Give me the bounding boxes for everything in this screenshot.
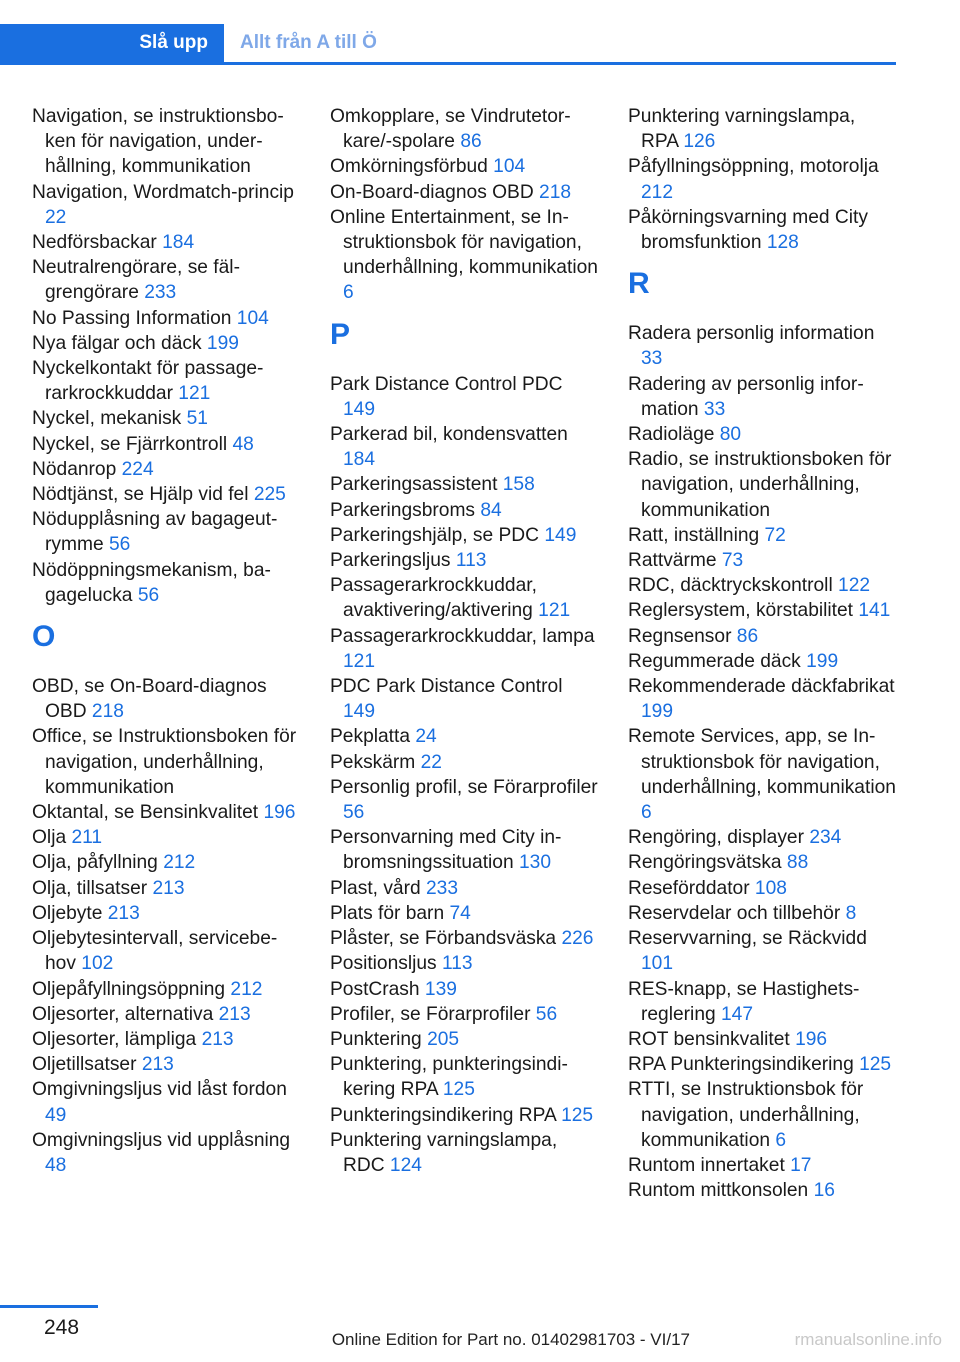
index-entry-text: Oljebytesintervall, servicebehov	[32, 928, 278, 975]
page-reference-link[interactable]: 211	[71, 827, 103, 849]
tab-allt-fran-a-till-o[interactable]: Allt från A till Ö	[240, 32, 377, 53]
page-reference-link[interactable]: 149	[343, 701, 376, 723]
index-entry-text: Pekskärm	[330, 751, 421, 773]
index-entry-text: Reglersystem, körstabilitet	[628, 600, 859, 622]
index-entry	[32, 457, 300, 482]
page-reference-link[interactable]: 184	[162, 232, 195, 254]
index-entry	[628, 598, 896, 623]
index-entry	[628, 548, 896, 573]
index-entry	[628, 850, 896, 875]
index-entry-text: Oljesorter, alternativa	[32, 1003, 219, 1025]
index-entry-text: Radering av personlig information	[628, 373, 864, 420]
index-entry-text: Punktering, punkteringsindikering RPA	[330, 1054, 568, 1101]
index-entry-text: Neutralrengörare, se fälgrengörare	[32, 257, 240, 304]
index-entry-text: Påfyllningsöppning, motorolja	[628, 156, 879, 178]
index-entry-text: Positionsljus	[330, 953, 442, 975]
index-entry-text: Navigation, se instruktionsboken för navigation, underhållning, kommunikation	[32, 106, 284, 178]
index-entry	[32, 926, 300, 976]
page-reference-link[interactable]: 125	[859, 1054, 892, 1076]
index-entry-text: Nödöppningsmekanism, bagagelucka	[32, 559, 271, 606]
page-reference-link[interactable]: 113	[455, 550, 487, 572]
index-entry-text: Parkeringshjälp, se PDC	[330, 524, 545, 546]
index-entry	[330, 180, 598, 205]
index-entry-text: Regummerade däck	[628, 650, 807, 672]
page-reference-link[interactable]: 22	[45, 206, 67, 228]
index-entry-text: Nödanrop	[32, 458, 122, 480]
page-reference-link[interactable]: 233	[144, 282, 177, 304]
index-entry	[330, 422, 598, 472]
index-entry-text: RES-knapp, se Hastighetsreglering	[628, 978, 860, 1025]
index-entry	[628, 1052, 896, 1077]
page-reference-link[interactable]: 86	[460, 131, 482, 153]
page-reference-link[interactable]: 104	[236, 307, 269, 329]
index-entry	[32, 180, 300, 230]
index-entry	[330, 951, 598, 976]
page-reference-link[interactable]: 80	[719, 424, 742, 446]
index-entry	[32, 1002, 300, 1027]
index-entry	[330, 901, 598, 926]
index-entry	[330, 498, 598, 523]
page-reference-link[interactable]: 108	[754, 877, 787, 899]
index-entry	[32, 1077, 300, 1127]
index-entry-text: Profiler, se Förarprofiler	[330, 1003, 536, 1025]
index-entry-text: Radio, se instruktionsboken för navigation, underhållning, kommunikation	[628, 449, 892, 521]
index-letter-heading: O	[32, 620, 56, 654]
index-entry-text: Rengöring, displayer	[628, 827, 810, 849]
index-entry-text: Nya fälgar och däck	[32, 332, 207, 354]
page-reference-link[interactable]: 213	[107, 902, 140, 924]
page-reference-link[interactable]: 6	[641, 802, 652, 824]
index-entry	[628, 573, 896, 598]
index-entry-text: Reservdelar och tillbehör	[628, 902, 846, 924]
page-reference-link[interactable]: 72	[764, 524, 786, 546]
page-reference-link[interactable]: 121	[178, 383, 211, 405]
page-reference-link[interactable]: 234	[809, 827, 842, 849]
index-entry	[32, 230, 300, 255]
index-entry	[330, 205, 598, 306]
page-reference-link[interactable]: 147	[721, 1003, 754, 1025]
index-entry	[628, 977, 896, 1027]
index-entry-text: OBD, se On-Board-diagnos OBD	[32, 676, 267, 723]
index-entry	[330, 104, 598, 154]
section-tabs	[0, 24, 896, 65]
index-entry	[628, 825, 896, 850]
page-reference-link[interactable]: 24	[415, 726, 437, 748]
index-entry	[628, 901, 896, 926]
index-entry-text: Olja	[32, 827, 72, 849]
page-reference-link[interactable]: 196	[795, 1028, 828, 1050]
page-reference-link[interactable]: 122	[838, 575, 871, 597]
page-reference-link[interactable]: 141	[858, 600, 891, 622]
index-entry	[628, 926, 896, 976]
page-reference-link[interactable]: 74	[449, 902, 471, 924]
index-entry	[32, 306, 300, 331]
page-reference-link[interactable]: 33	[703, 398, 726, 420]
page-reference-link[interactable]: 84	[480, 499, 502, 521]
page-reference-link[interactable]: 218	[539, 181, 572, 203]
watermark: rmanualsonline.info	[794, 1330, 942, 1349]
index-entry	[330, 775, 598, 825]
index-entry	[32, 1128, 300, 1178]
index-entry-text: Olja, tillsatser	[32, 877, 153, 899]
index-entry	[32, 255, 300, 305]
index-entry	[32, 674, 300, 724]
index-entry-text: Nödtjänst, se Hjälp vid fel	[32, 484, 254, 506]
index-entry-text: PDC Park Distance Control	[330, 676, 563, 698]
index-entry	[330, 724, 598, 749]
footer-rule	[0, 1305, 98, 1308]
page-reference-link[interactable]: 16	[813, 1180, 835, 1202]
index-entry-text: Runtom mittkonsolen	[628, 1180, 814, 1202]
page-reference-link[interactable]: 158	[502, 474, 535, 496]
index-entry	[330, 624, 598, 674]
index-entry	[330, 1002, 598, 1027]
index-entry-text: Påkörningsvarning med City bromsfunktion	[628, 206, 868, 254]
index-entry	[32, 1052, 300, 1077]
index-entry	[628, 422, 896, 447]
index-entry	[330, 548, 598, 573]
index-entry	[32, 825, 300, 850]
page-reference-link[interactable]: 224	[121, 458, 154, 480]
page-reference-link[interactable]: 212	[163, 852, 196, 874]
page-reference-link[interactable]: 124	[389, 1154, 422, 1176]
index-entry	[330, 876, 598, 901]
index-entry	[330, 825, 598, 875]
index-entry	[330, 154, 598, 179]
page-reference-link[interactable]: 125	[561, 1104, 594, 1126]
index-entry-text: Regnsensor	[628, 625, 737, 647]
index-entry	[32, 876, 300, 901]
index-entry	[32, 724, 300, 800]
index-entry-text: Personlig profil, se Förarprofiler	[330, 776, 598, 798]
index-entry-text: Oljebyte	[32, 902, 108, 924]
index-entry-text: Park Distance Control PDC	[330, 373, 563, 395]
index-entry	[32, 432, 300, 457]
page-reference-link[interactable]: 205	[427, 1028, 460, 1050]
page-reference-link[interactable]: 6	[343, 282, 354, 304]
page-reference-link[interactable]: 213	[152, 877, 185, 899]
index-entry	[330, 372, 598, 422]
index-entry-text: Rekommenderade däckfabrikat	[628, 676, 895, 698]
index-entry	[628, 624, 896, 649]
index-entry	[330, 523, 598, 548]
index-entry-text: Navigation, Wordmatch-princip	[32, 181, 294, 203]
index-entry-text: Olja, påfyllning	[32, 852, 164, 874]
page-reference-link[interactable]: 8	[845, 902, 857, 924]
index-entry-text: Nyckel, se Fjärrkontroll	[32, 433, 233, 455]
index-entry	[32, 977, 300, 1002]
index-entry	[628, 1178, 896, 1203]
index-entry	[330, 977, 598, 1002]
page-reference-link[interactable]: 102	[81, 953, 114, 975]
index-entry-text: Punktering varningslampa, RDC	[330, 1129, 558, 1176]
index-letter-heading: R	[628, 267, 650, 301]
page-reference-link[interactable]: 233	[425, 877, 458, 899]
index-entry	[628, 205, 896, 255]
index-entry	[628, 523, 896, 548]
index-entry-text: Oktantal, se Bensinkvalitet	[32, 802, 264, 824]
index-entry-text: Parkerad bil, kondensvatten	[330, 424, 568, 446]
index-entry	[32, 482, 300, 507]
index-entry-text: Nyckel, mekanisk	[32, 408, 187, 430]
page-reference-link[interactable]: 128	[766, 232, 799, 254]
page-reference-link[interactable]: 6	[775, 1129, 787, 1151]
page-reference-link[interactable]: 56	[343, 802, 365, 824]
index-entry-text: PostCrash	[330, 978, 425, 1000]
index-entry	[32, 104, 300, 180]
page-reference-link[interactable]: 101	[641, 953, 674, 975]
index-entry-text: No Passing Information	[32, 307, 237, 329]
page-reference-link[interactable]: 121	[538, 600, 571, 622]
index-entry-text: Personvarning med City inbromsningssituation	[330, 827, 562, 874]
page-reference-link[interactable]: 121	[343, 650, 376, 672]
index-entry-text: Rengöringsvätska	[628, 852, 787, 874]
index-entry-text: Reseförddator	[628, 877, 755, 899]
index-letter-heading: P	[330, 317, 351, 351]
page-reference-link[interactable]: 184	[343, 449, 376, 471]
edition-note: Online Edition for Part no. 01402981703 - VI/17	[331, 1330, 690, 1349]
page-reference-link[interactable]: 48	[232, 433, 254, 455]
page-reference-link[interactable]: 213	[141, 1054, 174, 1076]
index-entry-text: Nyckelkontakt för passagerarkrockkuddar	[32, 358, 264, 405]
index-entry	[32, 1027, 300, 1052]
page-reference-link[interactable]: 56	[137, 584, 160, 606]
index-entry-text: Plats för barn	[330, 902, 450, 924]
index-entry-text: Nedförsbackar	[32, 232, 163, 254]
index-entry-text: ROT bensinkvalitet	[628, 1028, 796, 1050]
tab-sla-upp[interactable]: Slå upp	[0, 24, 224, 62]
index-entry-text: Radera personlig information	[628, 323, 875, 345]
index-entry-text: Parkeringsbroms	[330, 499, 481, 521]
page-reference-link[interactable]: 218	[91, 701, 124, 723]
page-reference-link[interactable]: 199	[806, 650, 839, 672]
index-column-1	[32, 104, 300, 1178]
page-reference-link[interactable]: 213	[218, 1003, 251, 1025]
page-reference-link[interactable]: 199	[641, 701, 674, 723]
index-entry-text: Online Entertainment, se Instruktionsbok för navigation, underhållning, kommunikation	[330, 206, 598, 279]
index-entry	[628, 447, 896, 523]
index-entry	[32, 406, 300, 431]
index-entry	[330, 1103, 598, 1128]
index-entry-text: Omkörningsförbud	[330, 156, 494, 178]
page-reference-link[interactable]: 73	[721, 550, 744, 572]
page-reference-link[interactable]: 225	[253, 484, 286, 506]
index-entry	[628, 372, 896, 422]
index-entry-text: Remote Services, app, se Instruktionsbok för navigation, underhållning, kommunikation	[628, 726, 896, 798]
page-reference-link[interactable]: 199	[206, 332, 239, 354]
page-reference-link[interactable]: 212	[641, 181, 674, 203]
page-reference-link[interactable]: 130	[518, 852, 551, 874]
index-column-3	[628, 104, 896, 1203]
index-entry-text: Parkeringsljus	[330, 550, 456, 572]
index-entry	[628, 1153, 896, 1178]
index-entry-text: Reservvarning, se Räckvidd	[628, 928, 867, 950]
page-reference-link[interactable]: 139	[424, 978, 457, 1000]
index-entry-text: Punktering varningslampa, RPA	[628, 106, 856, 153]
page-reference-link[interactable]: 48	[45, 1154, 67, 1176]
index-column-2	[330, 104, 598, 1178]
index-entry	[330, 1052, 598, 1102]
page-reference-link[interactable]: 51	[186, 408, 208, 430]
index-entry	[628, 724, 896, 825]
page-reference-link[interactable]: 22	[420, 751, 442, 773]
index-entry	[32, 331, 300, 356]
page-reference-link[interactable]: 17	[790, 1154, 812, 1176]
page-reference-link[interactable]: 125	[442, 1079, 475, 1101]
index-entry	[628, 649, 896, 674]
index-entry-text: Passagerarkrockkuddar, avaktivering/aktivering	[330, 575, 539, 622]
index-entry-text: Ratt, inställning	[628, 524, 765, 546]
page-reference-link[interactable]: 49	[45, 1104, 67, 1126]
page-reference-link[interactable]: 56	[108, 534, 131, 556]
page-number: 248	[44, 1316, 80, 1339]
index-entry	[628, 674, 896, 724]
page-reference-link[interactable]: 88	[786, 852, 809, 874]
index-entry-text: Runtom innertaket	[628, 1154, 791, 1176]
index-entry	[330, 926, 598, 951]
index-entry	[628, 1027, 896, 1052]
index-entry	[32, 850, 300, 875]
index-entry-text: Passagerarkrockkuddar, lampa	[330, 625, 595, 647]
index-entry-text: Nödupplåsning av bagageutrymme	[32, 509, 278, 556]
index-entry-text: Pekplatta	[330, 726, 416, 748]
page-reference-link[interactable]: 226	[561, 928, 594, 950]
index-entry-text: Omgivningsljus vid upplåsning	[32, 1129, 291, 1151]
index-entry-text: Office, se Instruktionsboken för navigation, underhållning, kommunikation	[32, 726, 297, 798]
index-entry-text: Parkeringsassistent	[330, 474, 503, 496]
index-entry-text: Plast, vård	[330, 877, 426, 899]
index-entry	[628, 104, 896, 154]
index-entry	[330, 1128, 598, 1178]
index-entry	[330, 674, 598, 724]
page-reference-link[interactable]: 213	[201, 1028, 234, 1050]
index-entry	[628, 154, 896, 204]
index-entry	[32, 800, 300, 825]
page-reference-link[interactable]: 104	[493, 156, 526, 178]
index-entry	[628, 876, 896, 901]
index-entry-text: Rattvärme	[628, 550, 722, 572]
index-entry	[32, 558, 300, 608]
page-reference-link[interactable]: 56	[535, 1003, 558, 1025]
index-entry-text: On-Board-diagnos OBD	[330, 181, 540, 203]
page-reference-link[interactable]: 113	[441, 953, 473, 975]
index-entry	[330, 472, 598, 497]
index-entry	[330, 1027, 598, 1052]
index-entry-text: Plåster, se Förbandsväska	[330, 928, 562, 950]
index-entry-text: RPA Punkteringsindikering	[628, 1054, 860, 1076]
index-entry	[628, 1077, 896, 1153]
index-entry-text: Oljepåfyllningsöppning	[32, 978, 231, 1000]
index-entry-text: Omgivningsljus vid låst fordon	[32, 1079, 287, 1101]
index-entry-text: RDC, däcktryckskontroll	[628, 575, 839, 597]
index-entry	[330, 573, 598, 623]
index-entry	[32, 356, 300, 406]
index-entry	[32, 901, 300, 926]
page-reference-link[interactable]: 149	[343, 398, 376, 420]
index-entry-text: Punkteringsindikering RPA	[330, 1104, 562, 1126]
index-entry-text: Punktering	[330, 1028, 428, 1050]
index-entry	[628, 321, 896, 371]
page-reference-link[interactable]: 33	[641, 348, 663, 370]
index-entry-text: Omkopplare, se Vindrutetorkare/-spolare	[330, 106, 571, 153]
index-entry-text: Oljetillsatser	[32, 1054, 142, 1076]
index-entry	[330, 750, 598, 775]
index-entry-text: Radioläge	[628, 424, 720, 446]
page-reference-link[interactable]: 196	[263, 802, 296, 824]
page-reference-link[interactable]: 86	[736, 625, 759, 647]
page-reference-link[interactable]: 149	[544, 524, 577, 546]
page-reference-link[interactable]: 212	[230, 978, 263, 1000]
page-reference-link[interactable]: 126	[683, 131, 716, 153]
index-entry-text: Oljesorter, lämpliga	[32, 1028, 202, 1050]
index-entry	[32, 507, 300, 557]
index-entry-text: RTTI, se Instruktionsbok för navigation, underhållning, kommunikation	[628, 1079, 864, 1151]
